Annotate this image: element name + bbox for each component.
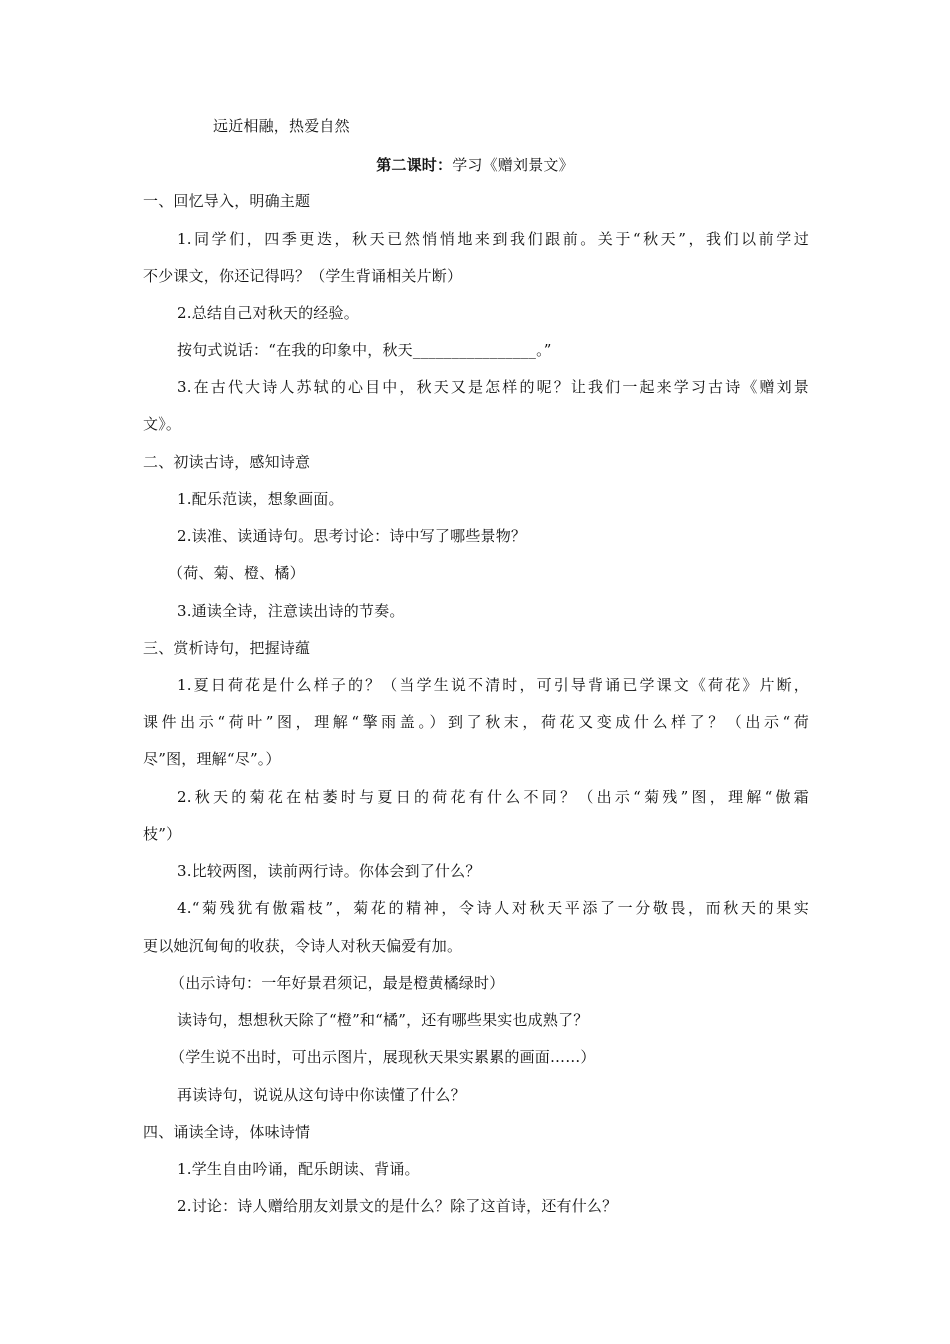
- lesson-title-text: 学习《赠刘景文》: [452, 156, 574, 174]
- paragraph-line: （荷、菊、橙、橘）: [168, 564, 305, 582]
- paragraph-line: 文》。: [143, 415, 182, 433]
- paragraph-line: 更以她沉甸甸的收获，令诗人对秋天偏爱有加。: [143, 937, 463, 955]
- paragraph-line: （学生说不出时，可出示图片，展现秋天果实累累的画面……）: [170, 1048, 596, 1066]
- paragraph-line: 3.比较两图，读前两行诗。你体会到了什么？: [177, 862, 481, 880]
- paragraph-line: 枝”）: [143, 825, 182, 843]
- paragraph-line: 2.讨论：诗人赠给朋友刘景文的是什么？除了这首诗，还有什么？: [177, 1197, 618, 1215]
- paragraph-line: 课件出示“荷叶”图，理解“擎雨盖。）到了秋末，荷花又变成什么样了？（出示“荷: [143, 713, 809, 731]
- intro-line: 远近相融，热爱自然: [213, 117, 350, 135]
- section-heading: 四、诵读全诗，体味诗情: [143, 1123, 311, 1141]
- paragraph-line: 2.总结自己对秋天的经验。: [177, 304, 359, 322]
- section-heading: 三、赏析诗句，把握诗蕴: [143, 639, 311, 657]
- paragraph-line: 尽”图，理解“尽”。）: [143, 750, 281, 768]
- section-heading: 二、初读古诗，感知诗意: [143, 453, 311, 471]
- paragraph-line: 读诗句，想想秋天除了“橙”和“橘”，还有哪些果实也成熟了？: [177, 1011, 589, 1029]
- paragraph-line: 1.夏日荷花是什么样子的？（当学生说不清时，可引导背诵已学课文《荷花》片断，: [177, 676, 809, 694]
- paragraph-line: 2.秋天的菊花在枯萎时与夏日的荷花有什么不同？（出示“菊残”图，理解“傲霜: [177, 788, 809, 806]
- paragraph-line: 按句式说话：“在我的印象中，秋天________________。”: [177, 341, 552, 359]
- lesson-title: [0, 155, 950, 175]
- paragraph-line: 不少课文，你还记得吗？（学生背诵相关片断）: [143, 267, 463, 285]
- lesson-title-label: 第二课时：: [376, 156, 453, 174]
- paragraph-line: 3.在古代大诗人苏轼的心目中，秋天又是怎样的呢？让我们一起来学习古诗《赠刘景: [177, 378, 809, 396]
- paragraph-line: 2.读准、读通诗句。思考讨论：诗中写了哪些景物？: [177, 527, 527, 545]
- paragraph-line: （出示诗句：一年好景君须记，最是橙黄橘绿时）: [170, 974, 505, 992]
- paragraph-line: 1.学生自由吟诵，配乐朗读、背诵。: [177, 1160, 420, 1178]
- section-heading: 一、回忆导入，明确主题: [143, 192, 311, 210]
- paragraph-line: 3.通读全诗，注意读出诗的节奏。: [177, 602, 405, 620]
- paragraph-line: 再读诗句，说说从这句诗中你读懂了什么？: [177, 1086, 466, 1104]
- paragraph-line: 4.“菊残犹有傲霜枝”，菊花的精神，令诗人对秋天平添了一分敬畏，而秋天的果实: [177, 899, 809, 917]
- paragraph-line: 1.配乐范读，想象画面。: [177, 490, 344, 508]
- paragraph-line: 1.同学们，四季更迭，秋天已然悄悄地来到我们跟前。关于“秋天”，我们以前学过: [177, 230, 809, 248]
